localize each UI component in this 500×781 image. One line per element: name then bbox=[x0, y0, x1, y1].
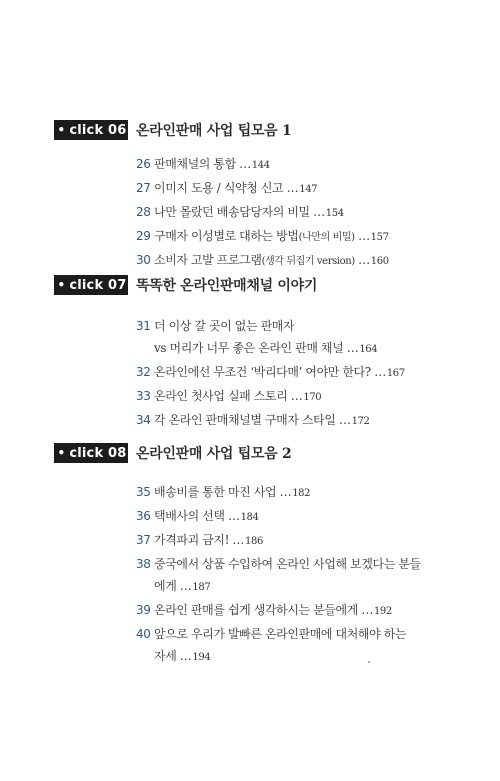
toc-item bbox=[136, 249, 456, 273]
toc-item-page: 192 bbox=[373, 606, 392, 617]
toc-item bbox=[136, 361, 456, 385]
toc-item-number: 35 bbox=[136, 485, 151, 499]
chapter-badge bbox=[54, 443, 128, 463]
toc-item-page: 186 bbox=[245, 536, 263, 547]
bullet-icon: • bbox=[57, 123, 66, 137]
chapter-title: 온라인판매 사업 팁모음 1 bbox=[136, 123, 292, 139]
toc-item-page: 157 bbox=[370, 232, 389, 243]
toc-item-title-cont: 자세 … bbox=[154, 649, 192, 663]
chapter-badge bbox=[54, 120, 128, 140]
toc-item-page: 184 bbox=[240, 512, 259, 523]
toc-item-continuation bbox=[136, 645, 456, 669]
toc-item-page: 167 bbox=[386, 368, 405, 379]
toc-item-leader: … bbox=[354, 229, 370, 243]
toc-item-title: 온라인 첫사업 실패 스토리 … bbox=[154, 389, 303, 403]
toc-item-title: 각 온라인 판매채널별 구매자 스타일 … bbox=[154, 413, 351, 427]
toc-item-page: 172 bbox=[351, 416, 370, 427]
toc-item-number: 40 bbox=[136, 627, 151, 641]
toc-item-page: 164 bbox=[359, 344, 378, 355]
toc-item-title: 온라인 판매를 쉽게 생각하시는 분들에게 … bbox=[154, 603, 373, 617]
toc-item-note: (나만의 비밀) bbox=[298, 232, 355, 243]
section-header bbox=[54, 443, 291, 463]
toc-item-title-cont: vs 머리가 너무 좋은 온라인 판매 채널 … bbox=[154, 341, 359, 355]
toc-item-page: 170 bbox=[303, 392, 322, 403]
toc-item bbox=[136, 201, 456, 225]
toc-list bbox=[136, 315, 456, 433]
toc-item-number: 34 bbox=[136, 413, 151, 427]
toc-item-title: 택배사의 선택 … bbox=[154, 509, 240, 523]
bullet-icon: • bbox=[57, 446, 66, 460]
toc-item-title: 나만 몰랐던 배송담당자의 비밀 … bbox=[154, 205, 325, 219]
toc-item-title: 더 이상 갈 곳이 없는 판매자 bbox=[154, 319, 295, 333]
toc-item bbox=[136, 409, 456, 433]
chapter-badge bbox=[54, 275, 128, 295]
toc-item bbox=[136, 315, 456, 337]
toc-item-title: 이미지 도용 / 식약청 신고 … bbox=[154, 181, 299, 195]
toc-item-title: 온라인에선 무조건 ‘박리다매’ 여야만 한다? … bbox=[154, 365, 386, 379]
toc-item-title: 구매자 이성별로 대하는 방법 bbox=[154, 229, 299, 243]
toc-item-number: 28 bbox=[136, 205, 151, 219]
toc-item-page: 154 bbox=[325, 208, 344, 219]
toc-item bbox=[136, 623, 456, 645]
chapter-badge-label: click 08 bbox=[69, 445, 127, 461]
toc-item-page: 160 bbox=[370, 256, 389, 267]
toc-item bbox=[136, 529, 456, 553]
toc-item-title: 앞으로 우리가 발빠른 온라인판매에 대처해야 하는 bbox=[154, 627, 407, 641]
section-header bbox=[54, 120, 291, 140]
toc-item-page: 194 bbox=[192, 652, 211, 663]
toc-item bbox=[136, 505, 456, 529]
toc-item-number: 32 bbox=[136, 365, 151, 379]
toc-item-title: 판매채널의 통합 … bbox=[154, 157, 251, 171]
toc-item-title-cont: 에게 … bbox=[154, 579, 192, 593]
toc-list bbox=[136, 481, 456, 669]
toc-item-continuation bbox=[136, 575, 456, 599]
toc-item-number: 31 bbox=[136, 319, 151, 333]
bullet-icon: • bbox=[57, 278, 66, 292]
chapter-title: 똑똑한 온라인판매채널 이야기 bbox=[136, 278, 318, 294]
toc-item-page: 187 bbox=[192, 582, 211, 593]
section-header bbox=[54, 275, 317, 295]
toc-item bbox=[136, 599, 456, 623]
toc-item bbox=[136, 153, 456, 177]
toc-item-title: 배송비를 통한 마진 사업 … bbox=[154, 485, 292, 499]
chapter-badge-label: click 07 bbox=[69, 277, 127, 293]
toc-item-number: 36 bbox=[136, 509, 151, 523]
toc-item-number: 26 bbox=[136, 157, 151, 171]
toc-item-leader: … bbox=[354, 253, 370, 267]
toc-item-page: 144 bbox=[251, 160, 270, 171]
toc-item-number: 27 bbox=[136, 181, 151, 195]
toc-list bbox=[136, 153, 456, 273]
toc-item-page: 147 bbox=[299, 184, 318, 195]
chapter-badge-label: click 06 bbox=[69, 122, 127, 138]
toc-item-number: 29 bbox=[136, 229, 151, 243]
toc-item-number: 33 bbox=[136, 389, 151, 403]
toc-item-title: 가격파괴 금지! … bbox=[154, 533, 245, 547]
toc-item bbox=[136, 385, 456, 409]
toc-item-title: 소비자 고발 프로그램 bbox=[154, 253, 262, 267]
toc-item-number: 39 bbox=[136, 603, 151, 617]
toc-item bbox=[136, 553, 456, 575]
toc-item-page: 182 bbox=[292, 488, 311, 499]
toc-item bbox=[136, 225, 456, 249]
toc-item-title: 중국에서 상품 수입하여 온라인 사업해 보겠다는 분들 bbox=[154, 557, 421, 571]
toc-item-number: 30 bbox=[136, 253, 151, 267]
chapter-title: 온라인판매 사업 팁모음 2 bbox=[136, 446, 292, 462]
toc-item bbox=[136, 177, 456, 201]
toc-item-number: 37 bbox=[136, 533, 151, 547]
toc-item-note: (생각 뒤집기 version) bbox=[261, 256, 355, 267]
toc-item-number: 38 bbox=[136, 557, 151, 571]
toc-item bbox=[136, 481, 456, 505]
toc-item-continuation bbox=[136, 337, 456, 361]
print-speck bbox=[368, 661, 370, 663]
